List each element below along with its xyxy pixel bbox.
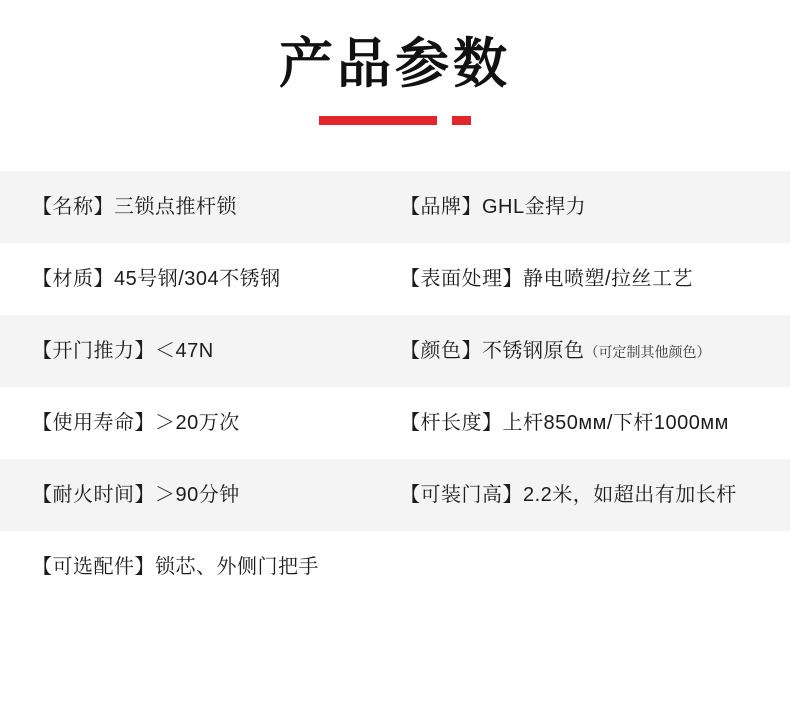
spec-value: 不锈钢原色: [482, 340, 585, 363]
spec-cell-lifespan: [0, 387, 372, 459]
spec-cell-fire-resistance: [0, 459, 372, 531]
spec-value: ＞90分钟: [155, 484, 240, 507]
title-underline: [319, 116, 471, 125]
spec-value: ＞20万次: [155, 412, 240, 435]
spec-value: 锁芯、外侧门把手: [155, 556, 319, 579]
spec-cell-brand: [372, 171, 790, 243]
spec-value: 45号钢/304不锈钢: [114, 268, 281, 291]
spec-label: 【品牌】: [400, 196, 482, 219]
spec-cell-color: [372, 315, 790, 387]
spec-value: GHL金捍力: [482, 196, 587, 219]
spec-label: 【开门推力】: [32, 340, 155, 363]
underline-bar-main: [319, 116, 437, 125]
spec-label: 【颜色】: [400, 340, 482, 363]
spec-label: 【名称】: [32, 196, 114, 219]
spec-label: 【使用寿命】: [32, 412, 155, 435]
spec-value: 三锁点推杆锁: [114, 196, 237, 219]
spec-table: [0, 171, 790, 603]
spec-label: 【耐火时间】: [32, 484, 155, 507]
table-row: [0, 531, 790, 603]
spec-cell-name: [0, 171, 372, 243]
spec-label: 【材质】: [32, 268, 114, 291]
spec-cell-material: [0, 243, 372, 315]
spec-cell-rod-length: [372, 387, 790, 459]
spec-label: 【可选配件】: [32, 556, 155, 579]
page-title: 产品参数: [279, 34, 511, 94]
spec-note: （可定制其他颜色）: [584, 344, 711, 361]
table-row: [0, 243, 790, 315]
spec-label: 【可装门高】: [400, 484, 523, 507]
spec-value: 静电喷塑/拉丝工艺: [523, 268, 694, 291]
table-row: [0, 387, 790, 459]
spec-value: ＜47N: [155, 340, 214, 363]
spec-value: 2.2米，如超出有加长杆: [523, 484, 737, 507]
table-row: [0, 315, 790, 387]
spec-cell-optional-accessories: [0, 531, 790, 603]
spec-value: 上杆850ᴍᴍ/下杆1000ᴍᴍ: [502, 412, 729, 435]
spec-cell-door-height: [372, 459, 790, 531]
spec-label: 【表面处理】: [400, 268, 523, 291]
spec-cell-push-force: [0, 315, 372, 387]
spec-cell-surface-treatment: [372, 243, 790, 315]
title-block: [0, 0, 790, 125]
spec-label: 【杆长度】: [400, 412, 503, 435]
table-row: [0, 171, 790, 243]
underline-bar-dot: [452, 116, 471, 125]
table-row: [0, 459, 790, 531]
